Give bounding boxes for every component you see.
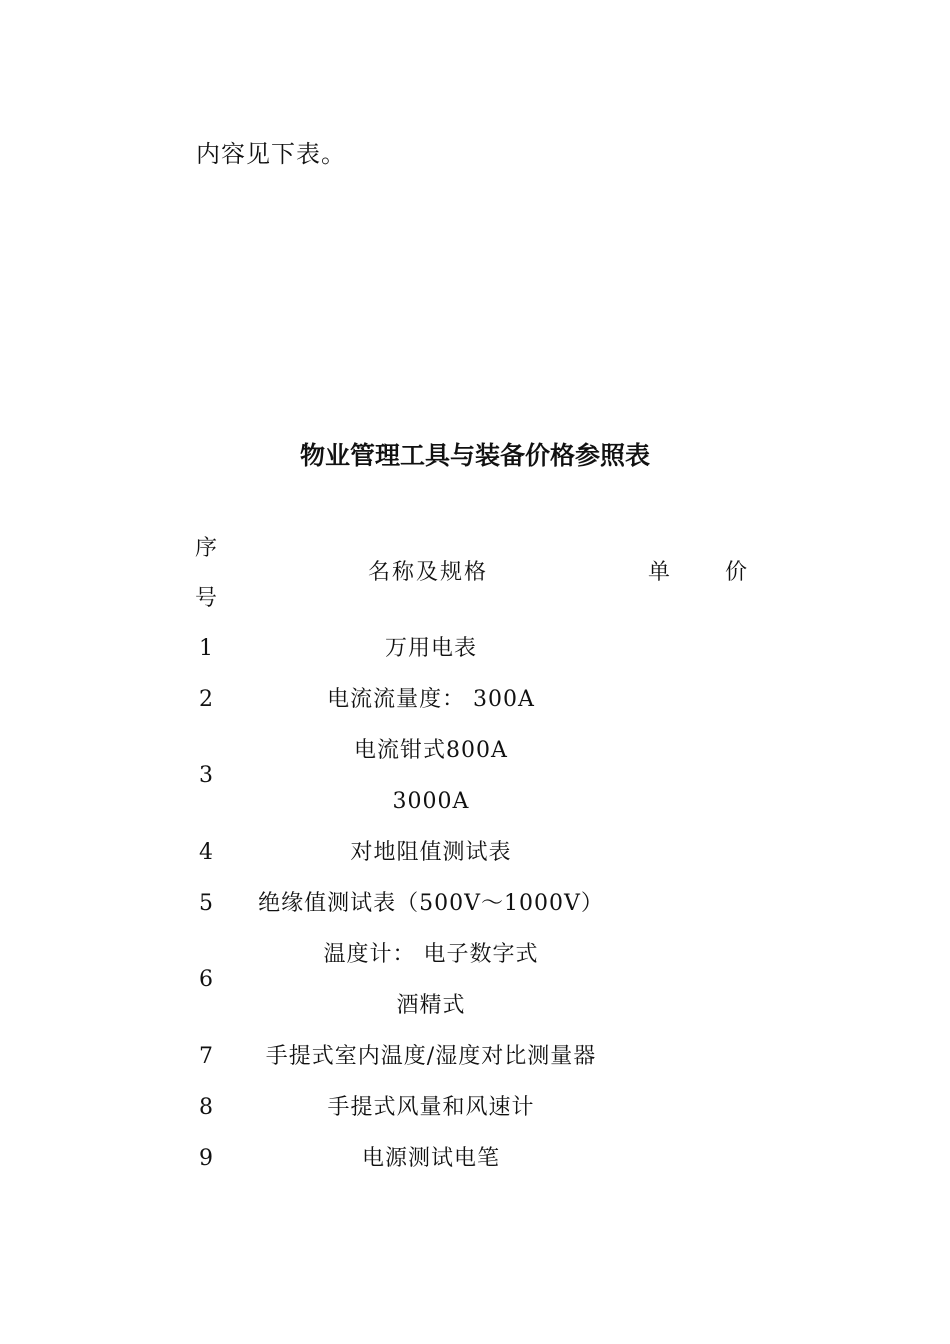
row-name-line2: 酒精式 (396, 993, 466, 1018)
row-number: 6 (199, 967, 213, 992)
row-number: 4 (199, 840, 213, 865)
row-name: 万用电表 (384, 636, 477, 661)
header-seq-line1: 序 (195, 536, 218, 561)
row-number: 7 (199, 1044, 213, 1069)
row-number: 2 (199, 687, 213, 712)
row-number: 5 (199, 891, 213, 916)
row-name: 电流流量度： 300A (327, 687, 535, 712)
row-name: 电流钳式800A (354, 738, 508, 763)
row-number: 1 (199, 636, 213, 661)
row-name: 对地阻值测试表 (350, 840, 512, 865)
header-seq-line2: 号 (195, 586, 218, 611)
row-name-line2: 3000A (392, 789, 470, 814)
row-name: 电源测试电笔 (361, 1146, 500, 1171)
table-title: 物业管理工具与装备价格参照表 (299, 441, 650, 470)
header-unit: 单 (648, 560, 671, 585)
row-number: 9 (199, 1146, 213, 1171)
row-number: 3 (199, 763, 213, 788)
header-price: 价 (725, 560, 748, 585)
row-name: 手提式室内温度/湿度对比测量器 (265, 1044, 597, 1069)
header-name: 名称及规格 (368, 560, 489, 585)
row-name: 手提式风量和风速计 (327, 1095, 535, 1120)
row-number: 8 (199, 1095, 213, 1120)
intro-paragraph: 内容见下表。 (196, 140, 346, 168)
row-name: 温度计： 电子数字式 (323, 942, 539, 967)
row-name: 绝缘值测试表（500V～1000V） (258, 891, 604, 916)
